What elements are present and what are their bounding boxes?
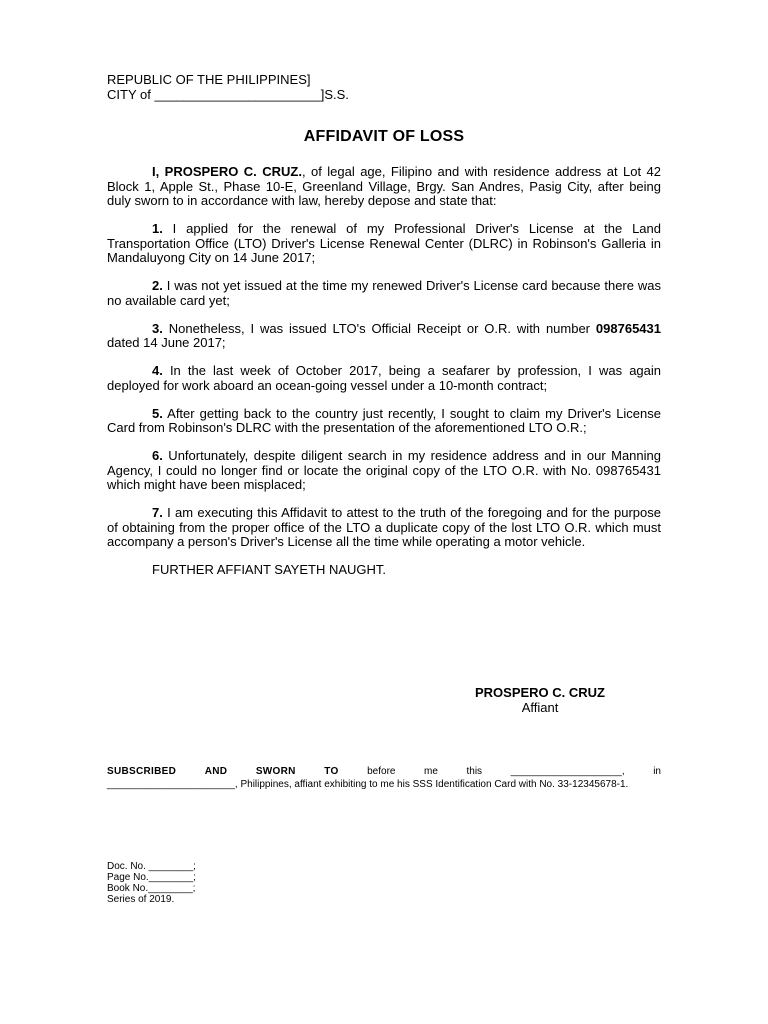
paragraph-4 bbox=[107, 364, 661, 393]
paragraph-text: Unfortunately, despite diligent search in my residence address and in our Manning Agency, I could no longer find or locate the original copy of the LTO O.R. with No. 098765431 which might have been misplaced; bbox=[107, 448, 661, 492]
intro-text: , of legal age, Filipino and with residence address at Lot 42 Block 1, Apple St., Phase 10-E, Greenland Village, Brgy. San Andres, Pasig City, after being duly sworn to in accordance with law, hereby depose and state that: bbox=[107, 164, 661, 208]
jurat-first-line bbox=[107, 766, 661, 779]
paragraph-text: I am executing this Affidavit to attest to the truth of the foregoing and for the purpose of obtaining from the proper office of the LTO a duplicate copy of the lost LTO O.R. which must accompany a person's Driver's License all the time while operating a motor vehicle. bbox=[107, 505, 661, 549]
paragraph-6 bbox=[107, 449, 661, 493]
jurat-word: AND bbox=[204, 766, 228, 777]
jurat-word: in bbox=[653, 766, 661, 777]
doc-number: Doc. No. ________; bbox=[107, 861, 196, 872]
jurat-word: me bbox=[424, 766, 438, 777]
paragraph-5 bbox=[107, 407, 661, 436]
venue-city: CITY of _______________________]S.S. bbox=[107, 87, 349, 102]
jurat-rest: _______________________, Philippines, affiant exhibiting to me his SSS Identification Card with No. 33-12345678-1. bbox=[107, 778, 629, 790]
paragraph-number: 4. bbox=[152, 363, 163, 378]
jurat bbox=[107, 766, 661, 791]
closing-statement: FURTHER AFFIANT SAYETH NAUGHT. bbox=[152, 562, 387, 577]
jurat-word: before bbox=[367, 766, 396, 777]
paragraph-number: 5. bbox=[152, 405, 163, 421]
signature-block bbox=[440, 685, 640, 715]
book-number: Book No.________; bbox=[107, 883, 196, 894]
paragraph-number: 7. bbox=[152, 505, 163, 520]
paragraph-text: Nonetheless, I was issued LTO's Official Receipt or O.R. with number bbox=[162, 320, 596, 336]
paragraph-7 bbox=[107, 506, 661, 550]
paragraph-text: I applied for the renewal of my Professional Driver's License at the Land Transportation Office (LTO) Driver's License Renewal Center (DLRC) in Robinson's Galleria in Mandaluyong City on 14 June 2017; bbox=[107, 221, 661, 265]
paragraph-1 bbox=[107, 222, 661, 266]
jurat-word: SUBSCRIBED bbox=[107, 766, 177, 777]
jurat-word: this bbox=[466, 766, 483, 777]
intro-paragraph bbox=[107, 165, 661, 209]
paragraph-text: I was not yet issued at the time my renewed Driver's License card because there was no available card yet; bbox=[107, 278, 661, 308]
venue-country: REPUBLIC OF THE PHILIPPINES] bbox=[107, 72, 311, 87]
receipt-number: 098765431 bbox=[595, 320, 661, 336]
paragraph-number: 1. bbox=[152, 221, 163, 236]
venue-header bbox=[107, 72, 349, 102]
paragraph-text-end: dated 14 June 2017; bbox=[107, 335, 226, 350]
paragraph-number: 2. bbox=[152, 278, 163, 293]
jurat-date-blank: ____________________, bbox=[510, 766, 625, 777]
paragraph-2 bbox=[107, 279, 661, 308]
document-title: AFFIDAVIT OF LOSS bbox=[303, 128, 465, 145]
paragraph-text: In the last week of October 2017, being a seafarer by profession, I was again deployed for work aboard an ocean-going vessel under a 10-month contract; bbox=[107, 363, 661, 393]
paragraph-3 bbox=[107, 322, 661, 351]
affiant-name: I, PROSPERO C. CRUZ. bbox=[152, 164, 302, 179]
paragraph-number: 6. bbox=[152, 448, 163, 463]
affidavit-body bbox=[107, 165, 661, 578]
signatory-name: PROSPERO C. CRUZ bbox=[474, 685, 605, 700]
jurat-word: SWORN bbox=[255, 766, 296, 777]
paragraph-number: 3. bbox=[152, 320, 163, 336]
page-number: Page No.________; bbox=[107, 872, 196, 883]
jurat-word: TO bbox=[324, 766, 339, 777]
signatory-role: Affiant bbox=[521, 700, 559, 715]
series-year: Series of 2019. bbox=[107, 894, 175, 905]
notarial-register bbox=[107, 861, 196, 905]
paragraph-text: After getting back to the country just recently, I sought to claim my Driver's License Card from Robinson's DLRC with the presentation of the aforementioned LTO O.R.; bbox=[107, 405, 661, 435]
